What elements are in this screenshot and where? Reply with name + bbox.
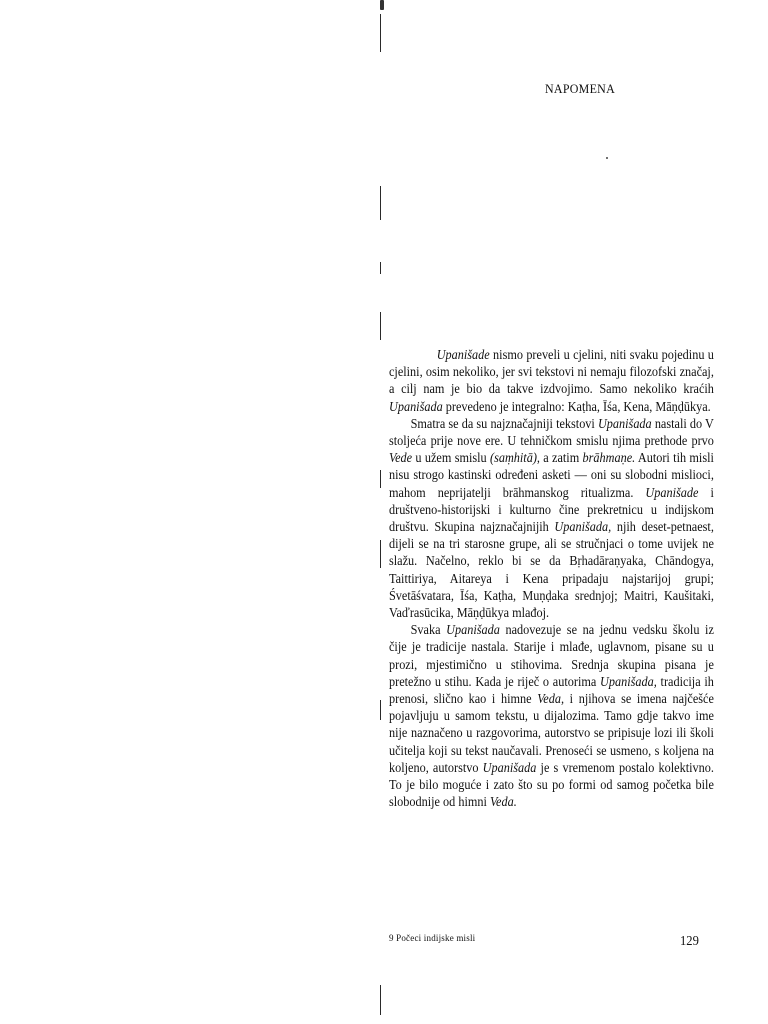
text-run: njih deset-petnaest, dijeli se na tri starosne grupe, ali se stručnjaci o tome uvijek ne slažu. Načelno, reklo bi se da Bṛhadāraṇyaka, Chāndogya, Taittiriya, Aitareya i Kena pripadaju najstarijoj grupi; Śvetāśvatara, Īśa, Kaṭha, Muṇḍaka srednjoj; Maitri, Kaušitaki, Vaďrasūcika, Māṇḍūkya mlađoj. <box>389 519 714 621</box>
text-run: prevedeno je integralno: Kaṭha, Īśa, Kena, Māṇḍūkya. <box>442 398 711 414</box>
text-run: nismo preveli u cjelini, niti svaku pojedinu u cjelini, osim nekoliko, jer svi tekstovi ni nemaju filozofski značaj, a cilj nam je bio da takve izdvojimo. Samo nekoliko kraćih <box>389 347 714 397</box>
scan-artifact <box>380 14 381 52</box>
italic-run: Upanišada <box>446 622 500 638</box>
text-run: tradicija ih prenosi, slično kao i himne <box>389 673 714 707</box>
italic-run: Upanišada <box>482 759 537 775</box>
scan-artifact <box>380 540 381 568</box>
page-number: 129 <box>680 934 699 949</box>
scan-artifact <box>380 470 381 488</box>
scan-artifact <box>380 985 381 1015</box>
paragraph <box>389 621 714 810</box>
italic-run: Upanišade <box>645 484 699 500</box>
italic-run: (saṃhitā) <box>489 450 537 466</box>
italic-run: Upanišade <box>436 347 490 362</box>
scan-artifact <box>380 186 381 220</box>
text-run: Svaka <box>410 622 447 638</box>
italic-run: Upanišada <box>597 415 652 431</box>
italic-run: Upanišada, <box>600 673 657 689</box>
text-run: , a zatim <box>536 450 583 466</box>
scan-artifact <box>606 157 608 159</box>
text-run: Smatra se da su najznačajniji tekstovi <box>410 415 598 431</box>
page-heading: NAPOMENA <box>544 81 615 96</box>
text-run: i društveno-historijski i kulturno čine prekretnicu u indijskom društvu. Skupina najznačajnijih <box>389 484 714 535</box>
scan-artifact <box>380 700 381 720</box>
scan-artifact <box>380 312 381 340</box>
signature-mark: 9 Počeci indijske misli <box>389 933 476 943</box>
text-run: u užem smislu <box>412 450 490 466</box>
italic-run: Upanišada <box>389 398 443 414</box>
text-run: nastali do V stoljeća prije nove ere. U tehničkom smislu njima prethode prvo <box>389 415 714 449</box>
paragraph <box>389 346 714 415</box>
text-run: je s vremenom postalo kolektivno. To je bilo moguće i zato što su po formi od samog početka bile slobodnije od himni <box>389 759 714 810</box>
paragraph <box>389 415 714 621</box>
scan-artifact <box>380 262 381 274</box>
italic-run: Veda, <box>537 691 565 707</box>
italic-run: Upanišada, <box>554 519 612 535</box>
text-run: i njihova se imena najčešće pojavljuju u samom tekstu, u dijalozima. Tamo gdje takvo ime nije naznačeno u razgovorima, autorstvo se pripisuje lozi ili školi učitelja koji su tekst naučavali. Prenoseći se usmeno, s koljena na koljeno, autorstvo <box>389 691 714 775</box>
text-run: Autori tih misli nisu strogo kastinski određeni asketi — oni su slobodni mislioci, mahom neprijatelji brāhmanskog ritualizma. <box>389 450 714 500</box>
italic-run: brāhmaṇe. <box>582 450 636 466</box>
italic-run: Vede <box>389 450 413 466</box>
scan-artifact <box>380 0 384 10</box>
italic-run: Veda. <box>489 794 517 810</box>
text-run: nadovezuje se na jednu vedsku školu iz čije je tradicije nastala. Starije i mlađe, uglavnom, pisane su u prozi, mjestimično u stihovima. Srednja skupina pisana je pretežno u stihu. Kada je riječ o autorima <box>389 622 714 689</box>
body-text <box>389 346 714 810</box>
